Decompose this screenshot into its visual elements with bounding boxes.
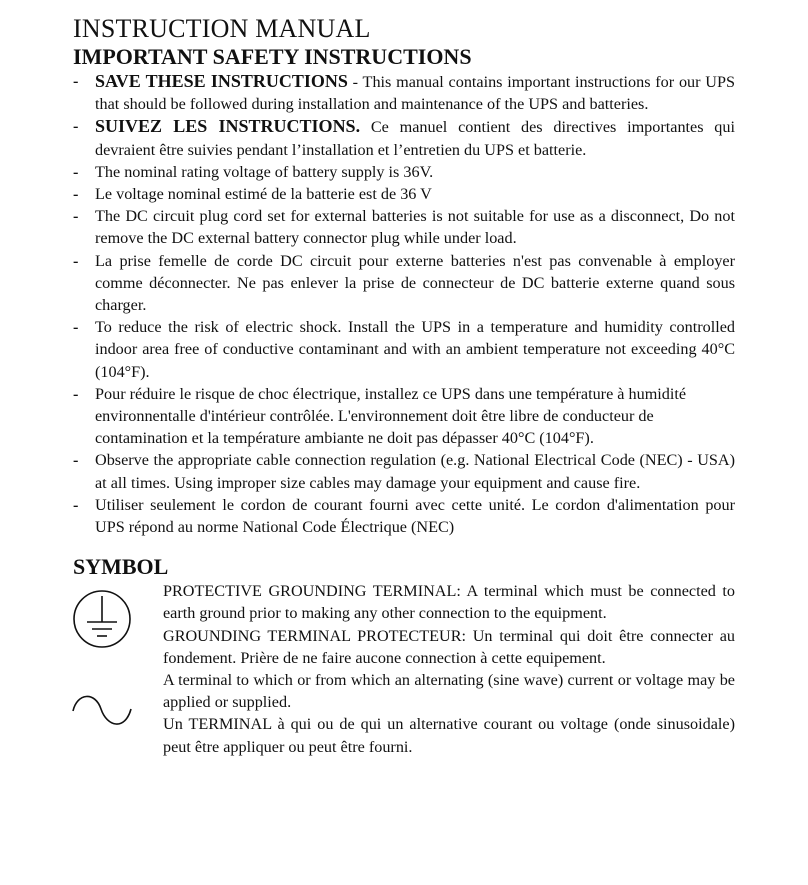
bullet-dash: - [73, 207, 79, 226]
bullet-dash: - [73, 251, 79, 270]
bullet-dash: - [73, 117, 79, 136]
ground-description-en: PROTECTIVE GROUNDING TERMINAL: A terminal which must be connected to earth ground prior to making any other connection to the equipment. [163, 582, 735, 623]
item-text: Ce manuel contient des directives importantes qui devraient être suivies pendant l’installation et l’entretien du UPS et batterie. [95, 118, 735, 159]
item-lead: SAVE THESE INSTRUCTIONS [95, 71, 348, 91]
page-title: INSTRUCTION MANUAL [73, 14, 371, 43]
list-item [73, 316, 735, 383]
bullet-dash: - [73, 495, 79, 514]
list-item [73, 183, 735, 205]
ac-description-fr: Un TERMINAL à qui ou de qui un alternative courant ou voltage (onde sinusoidale) peut être appliquer ou peut être fourni. [163, 715, 735, 756]
alternating-current-icon [71, 689, 135, 738]
list-item [73, 161, 735, 183]
list-item [73, 250, 735, 317]
list-item [73, 383, 735, 450]
section-heading-symbol: SYMBOL [73, 554, 169, 580]
symbol-ac-row [73, 669, 735, 758]
bullet-dash: - [73, 384, 79, 403]
list-item [73, 205, 735, 249]
list-item [73, 70, 735, 115]
bullet-dash: - [73, 185, 79, 204]
ac-description-en: A terminal to which or from which an alternating (sine wave) current or voltage may be applied or supplied. [163, 671, 735, 712]
list-item [73, 115, 735, 160]
item-text: The nominal rating voltage of battery supply is 36V. [95, 162, 434, 181]
bullet-dash: - [73, 162, 79, 181]
bullet-dash: - [73, 72, 79, 90]
symbol-ground-row [73, 580, 735, 669]
section-heading-safety: IMPORTANT SAFETY INSTRUCTIONS [73, 44, 472, 69]
manual-page [73, 14, 735, 758]
item-lead: SUIVEZ LES INSTRUCTIONS. [95, 116, 361, 137]
item-text: Utiliser seulement le cordon de courant fourni avec cette unité. Le cordon d'alimentation pour UPS répond au norme National Code Électrique (NEC) [95, 495, 735, 537]
bullet-dash: - [73, 318, 79, 337]
instruction-list [73, 70, 735, 538]
list-item [73, 494, 735, 538]
item-text: La prise femelle de corde DC circuit pour externe batteries n'est pas convenable à employer comme déconnecter. Ne pas enlever la prise de connecteur de DC batterie externe quand sous charger. [95, 251, 735, 315]
item-text: Pour réduire le risque de choc électrique, installez ce UPS dans une température à humidité environnentalle d'intérieur contrôlée. L'environnement doit être libre de conducteur de contamination et la température ambiante ne doit pas dépasser 40°C (104°F). [95, 384, 687, 448]
item-text: Observe the appropriate cable connection regulation (e.g. National Electrical Code (NEC) - USA) at all times. Using improper size cables may damage your equipment and cause fire. [95, 451, 735, 492]
ground-description-fr: GROUNDING TERMINAL PROTECTEUR: Un terminal qui doit être connecter au fondement. Prière de ne faire aucone connection à cette equipement. [163, 626, 735, 667]
protective-ground-icon [71, 588, 133, 655]
bullet-dash: - [73, 451, 79, 470]
item-text: To reduce the risk of electric shock. Install the UPS in a temperature and humidity controlled indoor area free of conductive contaminant and with an ambient temperature not exceeding 40°C (104°F). [95, 318, 735, 381]
item-text: - This manual contains important instructions for our UPS that should be followed during installation and maintenance of the UPS and batteries. [95, 73, 735, 114]
item-text: The DC circuit plug cord set for external batteries is not suitable for use as a disconnect, Do not remove the DC external battery connector plug while under load. [95, 207, 735, 248]
item-text: Le voltage nominal estimé de la batterie est de 36 V [95, 185, 432, 204]
list-item [73, 449, 735, 493]
